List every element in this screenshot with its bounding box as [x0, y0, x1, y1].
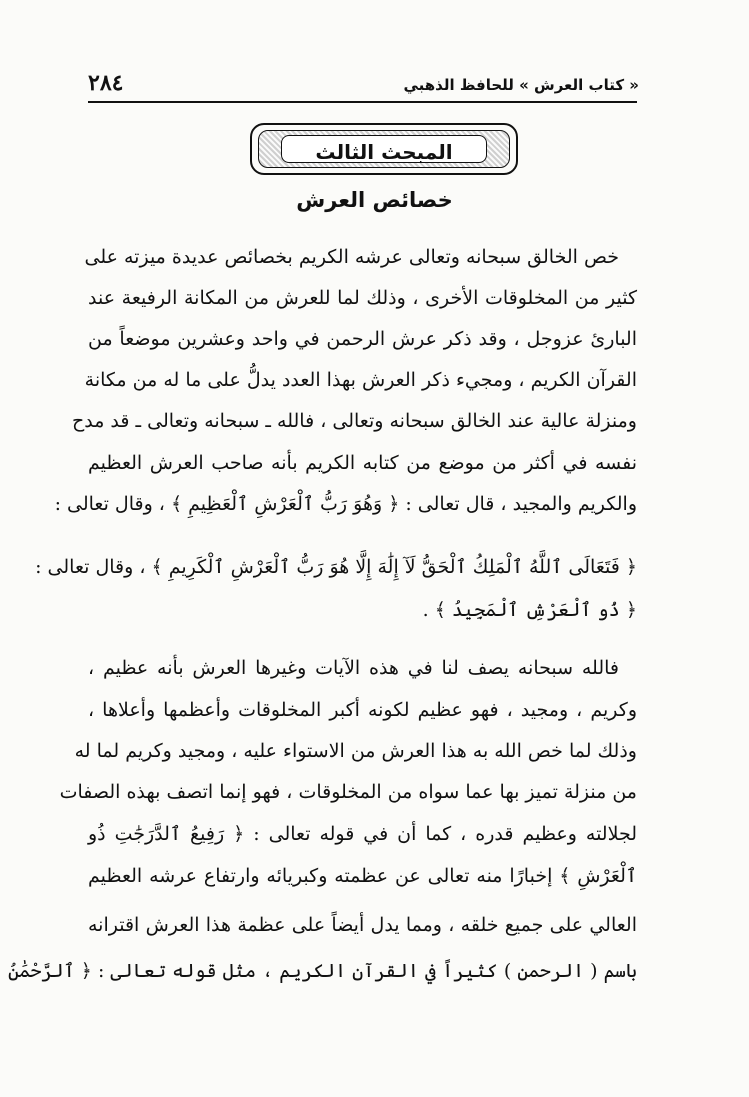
text-line: وذلك لما خص الله به هذا العرش من الاستواء عليه ، ومجيد وكريم لما له	[74, 740, 637, 762]
text-line: القرآن الكريم ، ومجيء ذكر العرش بهذا العدد يدلُّ على ما له من مكانة	[84, 369, 637, 391]
text-line: العالي على جميع خلقه ، ومما يدل أيضاً على عظمة هذا العرش اقترانه	[88, 914, 637, 936]
header-rule	[88, 101, 637, 103]
text-line: فالله سبحانه يصف لنا في هذه الآيات وغيرها العرش بأنه عظيم ،	[88, 657, 619, 679]
text-line: من منزلة تميز بها عما سواه من المخلوقات ، فهو إنما اتصف بهذه الصفات	[59, 781, 637, 803]
text-line: ﴿ فَتَعَالَى ٱللَّهُ ٱلْمَلِكُ ٱلْحَقُّ لَآ إِلَٰهَ إِلَّا هُوَ رَبُّ ٱلْعَرْشِ ٱلْكَرِيمِ ﴾ ، وقال تعالى :	[35, 556, 637, 578]
section-heading: المبحث الثالث	[281, 135, 487, 163]
text-line: ﴿ ذُو ٱلْعَرْشِ ٱلْمَجِيدُ ﴾ .	[422, 599, 637, 621]
section-heading-frame	[250, 123, 518, 175]
section-subtitle: خصائص العرش	[296, 188, 453, 212]
text-line: ٱلْعَرْشِ ﴾ إخبارًا منه تعالى عن عظمته وكبريائه وارتفاع عرشه العظيم	[88, 865, 637, 887]
text-line: وكريم ، ومجيد ، فهو عظيم لكونه أكبر المخلوقات وأعظمها وأعلاها ،	[88, 699, 637, 721]
text-line: نفسه في أكثر من موضع من كتابه الكريم بأنه صاحب العرش العظيم	[88, 452, 637, 474]
text-line: ومنزلة عالية عند الخالق سبحانه وتعالى ، فالله ـ سبحانه وتعالى ـ قد مدح	[71, 410, 637, 432]
text-line: خص الخالق سبحانه وتعالى عرشه الكريم بخصائص عديدة ميزته على	[84, 246, 619, 268]
header-title: « كتاب العرش » للحافظ الذهبي	[403, 76, 639, 94]
text-line: باسم ( الرحمن ) كثيراً في القرآن الكريم ، مثل قوله تعالى : ﴿ ٱلرَّحْمَٰنُ	[7, 960, 637, 982]
text-line: والكريم والمجيد ، قال تعالى : ﴿ وَهُوَ رَبُّ ٱلْعَرْشِ ٱلْعَظِيمِ ﴾ ، وقال تعالى :	[54, 493, 637, 515]
text-line: البارئ عزوجل ، وقد ذكر عرش الرحمن في واحد وعشرين موضعاً من	[88, 328, 637, 350]
text-line: كثير من المخلوقات الأخرى ، وذلك لما للعرش من المكانة الرفيعة عند	[88, 287, 637, 309]
text-line: لجلالته وعظيم قدره ، كما أن في قوله تعالى : ﴿ رَفِيعُ ٱلدَّرَجَٰتِ ذُو	[88, 823, 637, 845]
section-heading-pattern	[258, 130, 510, 168]
page-number: ٢٨٤	[88, 70, 124, 96]
running-header	[88, 72, 639, 98]
